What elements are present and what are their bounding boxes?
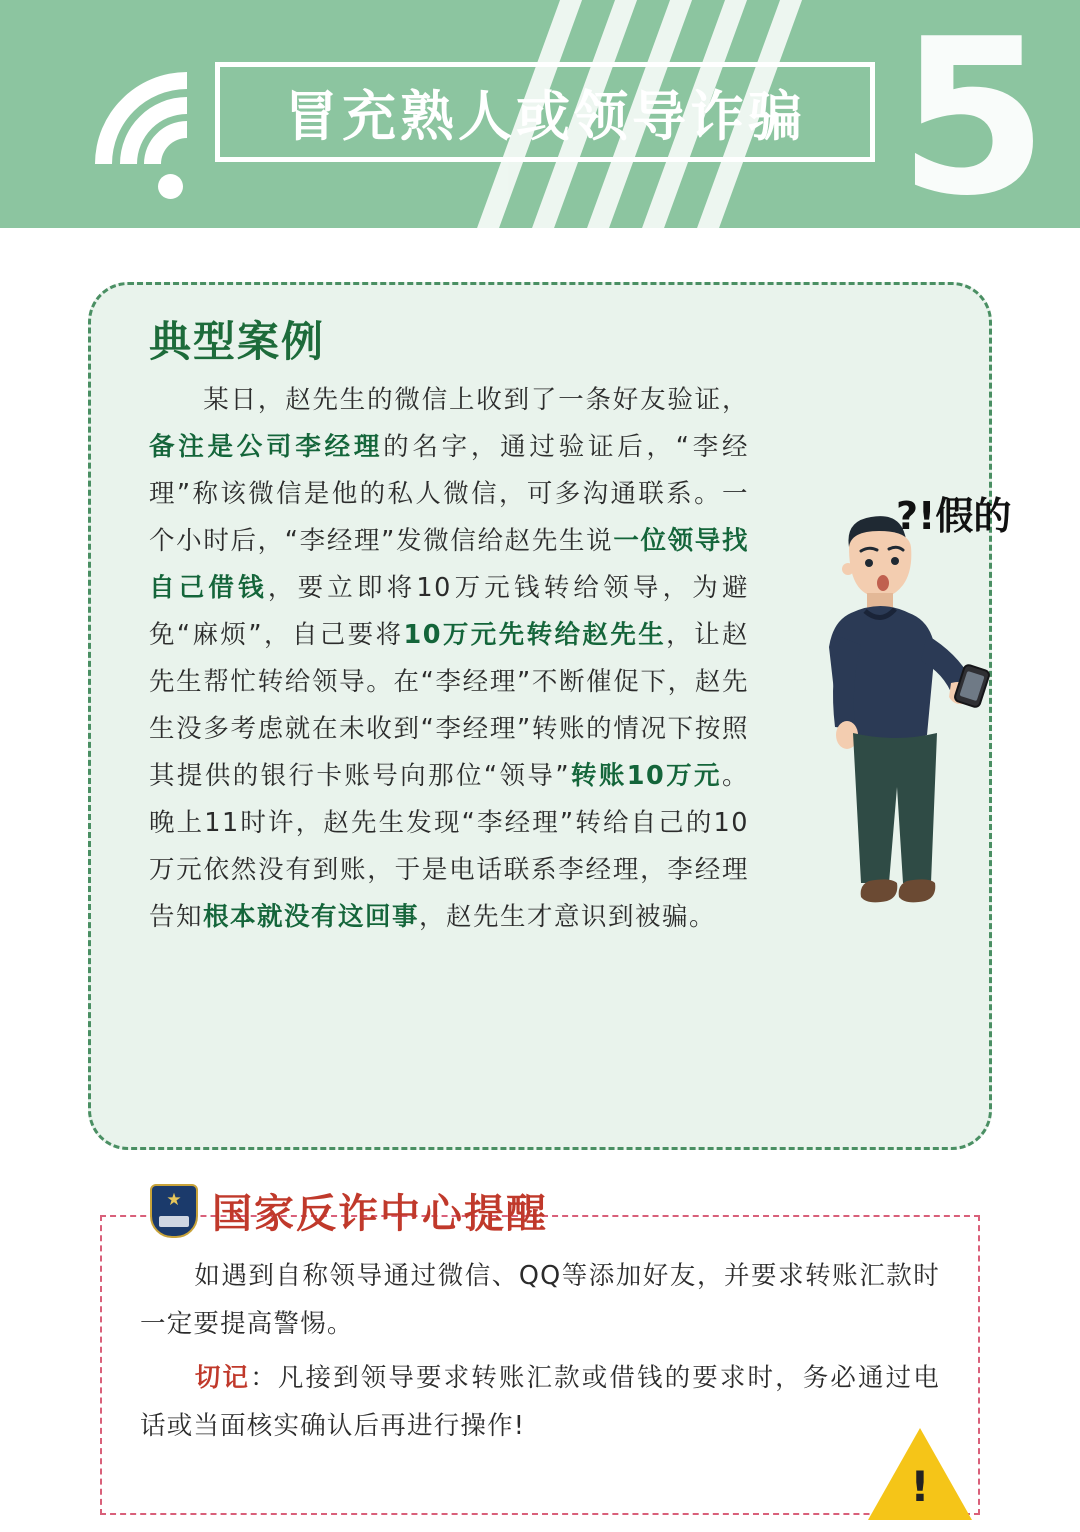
alert-heading (150, 1182, 548, 1239)
case-text-run: 某日，赵先生的微信上收到了一条好友验证， (203, 385, 749, 415)
alert-paragraph-2 (140, 1354, 940, 1450)
case-text-run: ，要立即将10万元钱转给领导，为避免“麻烦”，自己要将 (149, 573, 749, 650)
alert-body (140, 1252, 940, 1456)
case-text-emphasis: 转账10万元 (570, 761, 722, 791)
case-text-emphasis: 10万元先转给赵先生 (403, 620, 667, 650)
case-text-emphasis: 根本就没有这回事 (203, 902, 420, 932)
alert-paragraph-2-text: ：凡接到领导要求转账汇款或借钱的要求时，务必通过电话或当面核实确认后再进行操作! (140, 1363, 940, 1441)
speech-bubble-text: ?!假的 (896, 494, 1012, 538)
case-text-run: 。晚上11时许，赵先生发现“李经理”转给自己的10万元依然没有到账，于是电话联系李经理，李经理告知 (149, 761, 749, 932)
case-card (88, 282, 1012, 1150)
section-number: 5 (898, 0, 1042, 228)
case-title: 典型案例 (149, 317, 326, 366)
case-text-emphasis: 备注是公司李经理 (149, 432, 384, 462)
police-shield-badge-icon (150, 1184, 198, 1238)
alert-paragraph-1 (140, 1252, 940, 1348)
alert-paragraph-1-text: 如遇到自称领导通过微信、QQ等添加好友，并要求转账汇款时一定要提高警惕。 (140, 1261, 940, 1339)
case-text-emphasis: 一位领导找自己借钱 (149, 526, 749, 603)
alert-emphasis: 切记 (194, 1363, 251, 1393)
case-text-run: ，赵先生才意识到被骗。 (419, 902, 717, 932)
alert-title: 国家反诈中心提醒 (212, 1191, 548, 1237)
man-holding-phone-illustration (791, 485, 1021, 1015)
illustration (791, 485, 1021, 1015)
case-text-run: 的名字，通过验证后，“李经理”称该微信是他的私人微信，可多沟通联系。一个小时后，“李经理”发微信给赵先生说 (149, 432, 749, 556)
page-title: 冒充熟人或领导诈骗 (284, 84, 806, 148)
case-text-run: ，让赵先生帮忙转给领导。在“李经理”不断催促下，赵先生没多考虑就在未收到“李经理”转账的情况下按照其提供的银行卡账号向那位“领导” (149, 620, 749, 791)
page-header (0, 0, 1080, 228)
case-paragraph (149, 377, 749, 941)
warning-exclamation-mark: ! (910, 1462, 930, 1511)
header-title-box (215, 62, 875, 162)
